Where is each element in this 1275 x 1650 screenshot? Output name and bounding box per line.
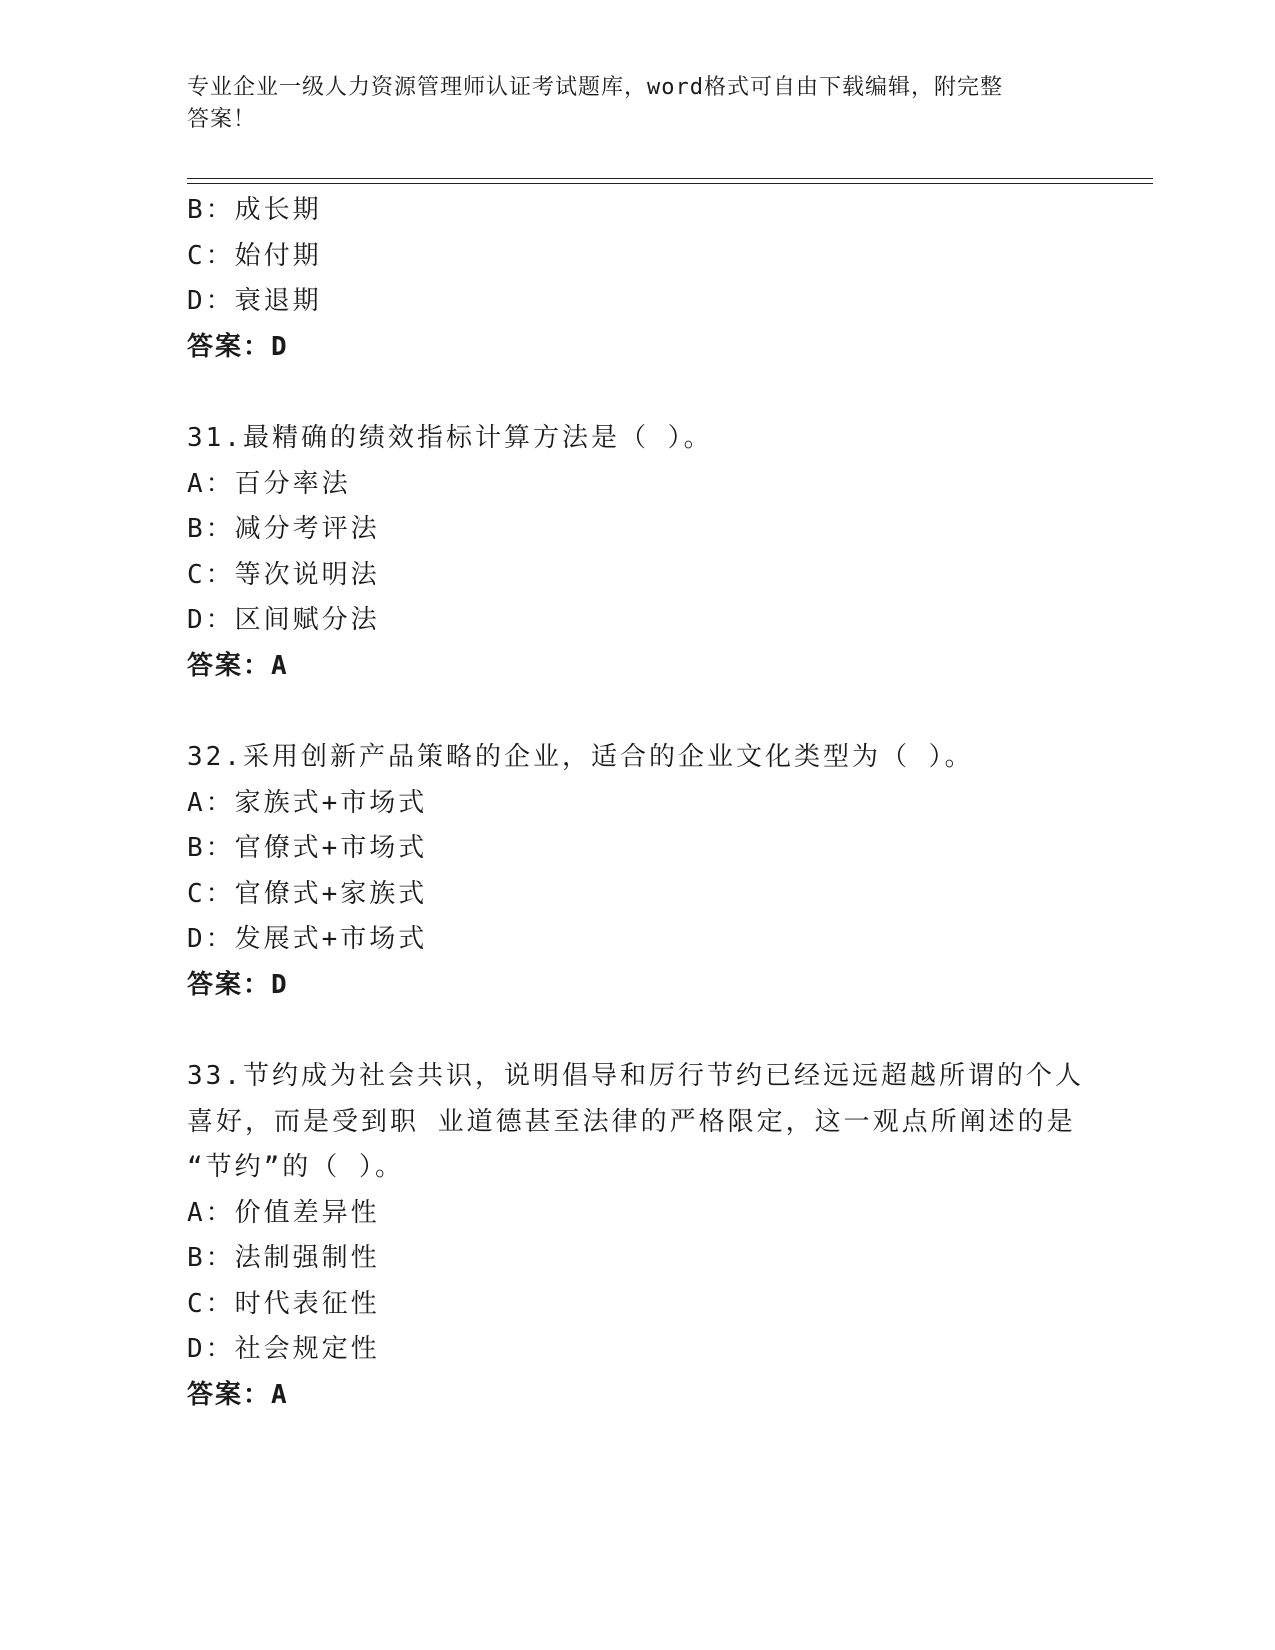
question-stem: 32.采用创新产品策略的企业，适合的企业文化类型为（ ）。 [187, 742, 974, 772]
option-a: A：价值差异性 [187, 1197, 380, 1228]
question-content [187, 188, 1087, 1418]
option-b: B：成长期 [187, 195, 322, 225]
option-b: B：法制强制性 [187, 1243, 380, 1273]
question-32 [187, 735, 1087, 1008]
header-divider-bottom [187, 183, 1153, 184]
answer-line: 答案：A [187, 1379, 289, 1410]
option-b: B：减分考评法 [187, 514, 380, 544]
question-31 [187, 416, 1087, 689]
option-a: A：家族式+市场式 [187, 787, 428, 818]
option-d: D：区间赋分法 [187, 605, 380, 635]
page-header [187, 72, 1067, 136]
answer-line: 答案：D [187, 331, 289, 362]
question-stem: 31.最精确的绩效指标计算方法是（ ）。 [187, 423, 713, 453]
option-c: C：时代表征性 [187, 1288, 380, 1319]
option-d: D：社会规定性 [187, 1334, 380, 1364]
option-a: A：百分率法 [187, 468, 351, 499]
question-stem-line-3: “节约”的（ ）。 [187, 1152, 404, 1182]
header-line-1: 专业企业一级人力资源管理师认证考试题库，word格式可自由下载编辑，附完整 [187, 75, 1003, 100]
header-divider-top [187, 178, 1153, 179]
option-c: C：始付期 [187, 240, 322, 271]
option-c: C：官僚式+家族式 [187, 878, 428, 909]
option-c: C：等次说明法 [187, 559, 380, 590]
answer-line: 答案：A [187, 650, 289, 681]
question-stem-line-2: 喜好，而是受到职 业道德甚至法律的严格限定，这一观点所阐述的是 [187, 1106, 1076, 1137]
header-line-2: 答案！ [187, 107, 257, 132]
question-30-continuation [187, 188, 1087, 370]
option-b: B：官僚式+市场式 [187, 833, 428, 863]
option-d: D：衰退期 [187, 286, 322, 316]
option-d: D：发展式+市场式 [187, 924, 428, 954]
answer-line: 答案：D [187, 969, 289, 1000]
question-33 [187, 1054, 1087, 1418]
question-stem-line-1: 33.节约成为社会共识，说明倡导和厉行节约已经远远超越所谓的个人 [187, 1061, 1084, 1091]
